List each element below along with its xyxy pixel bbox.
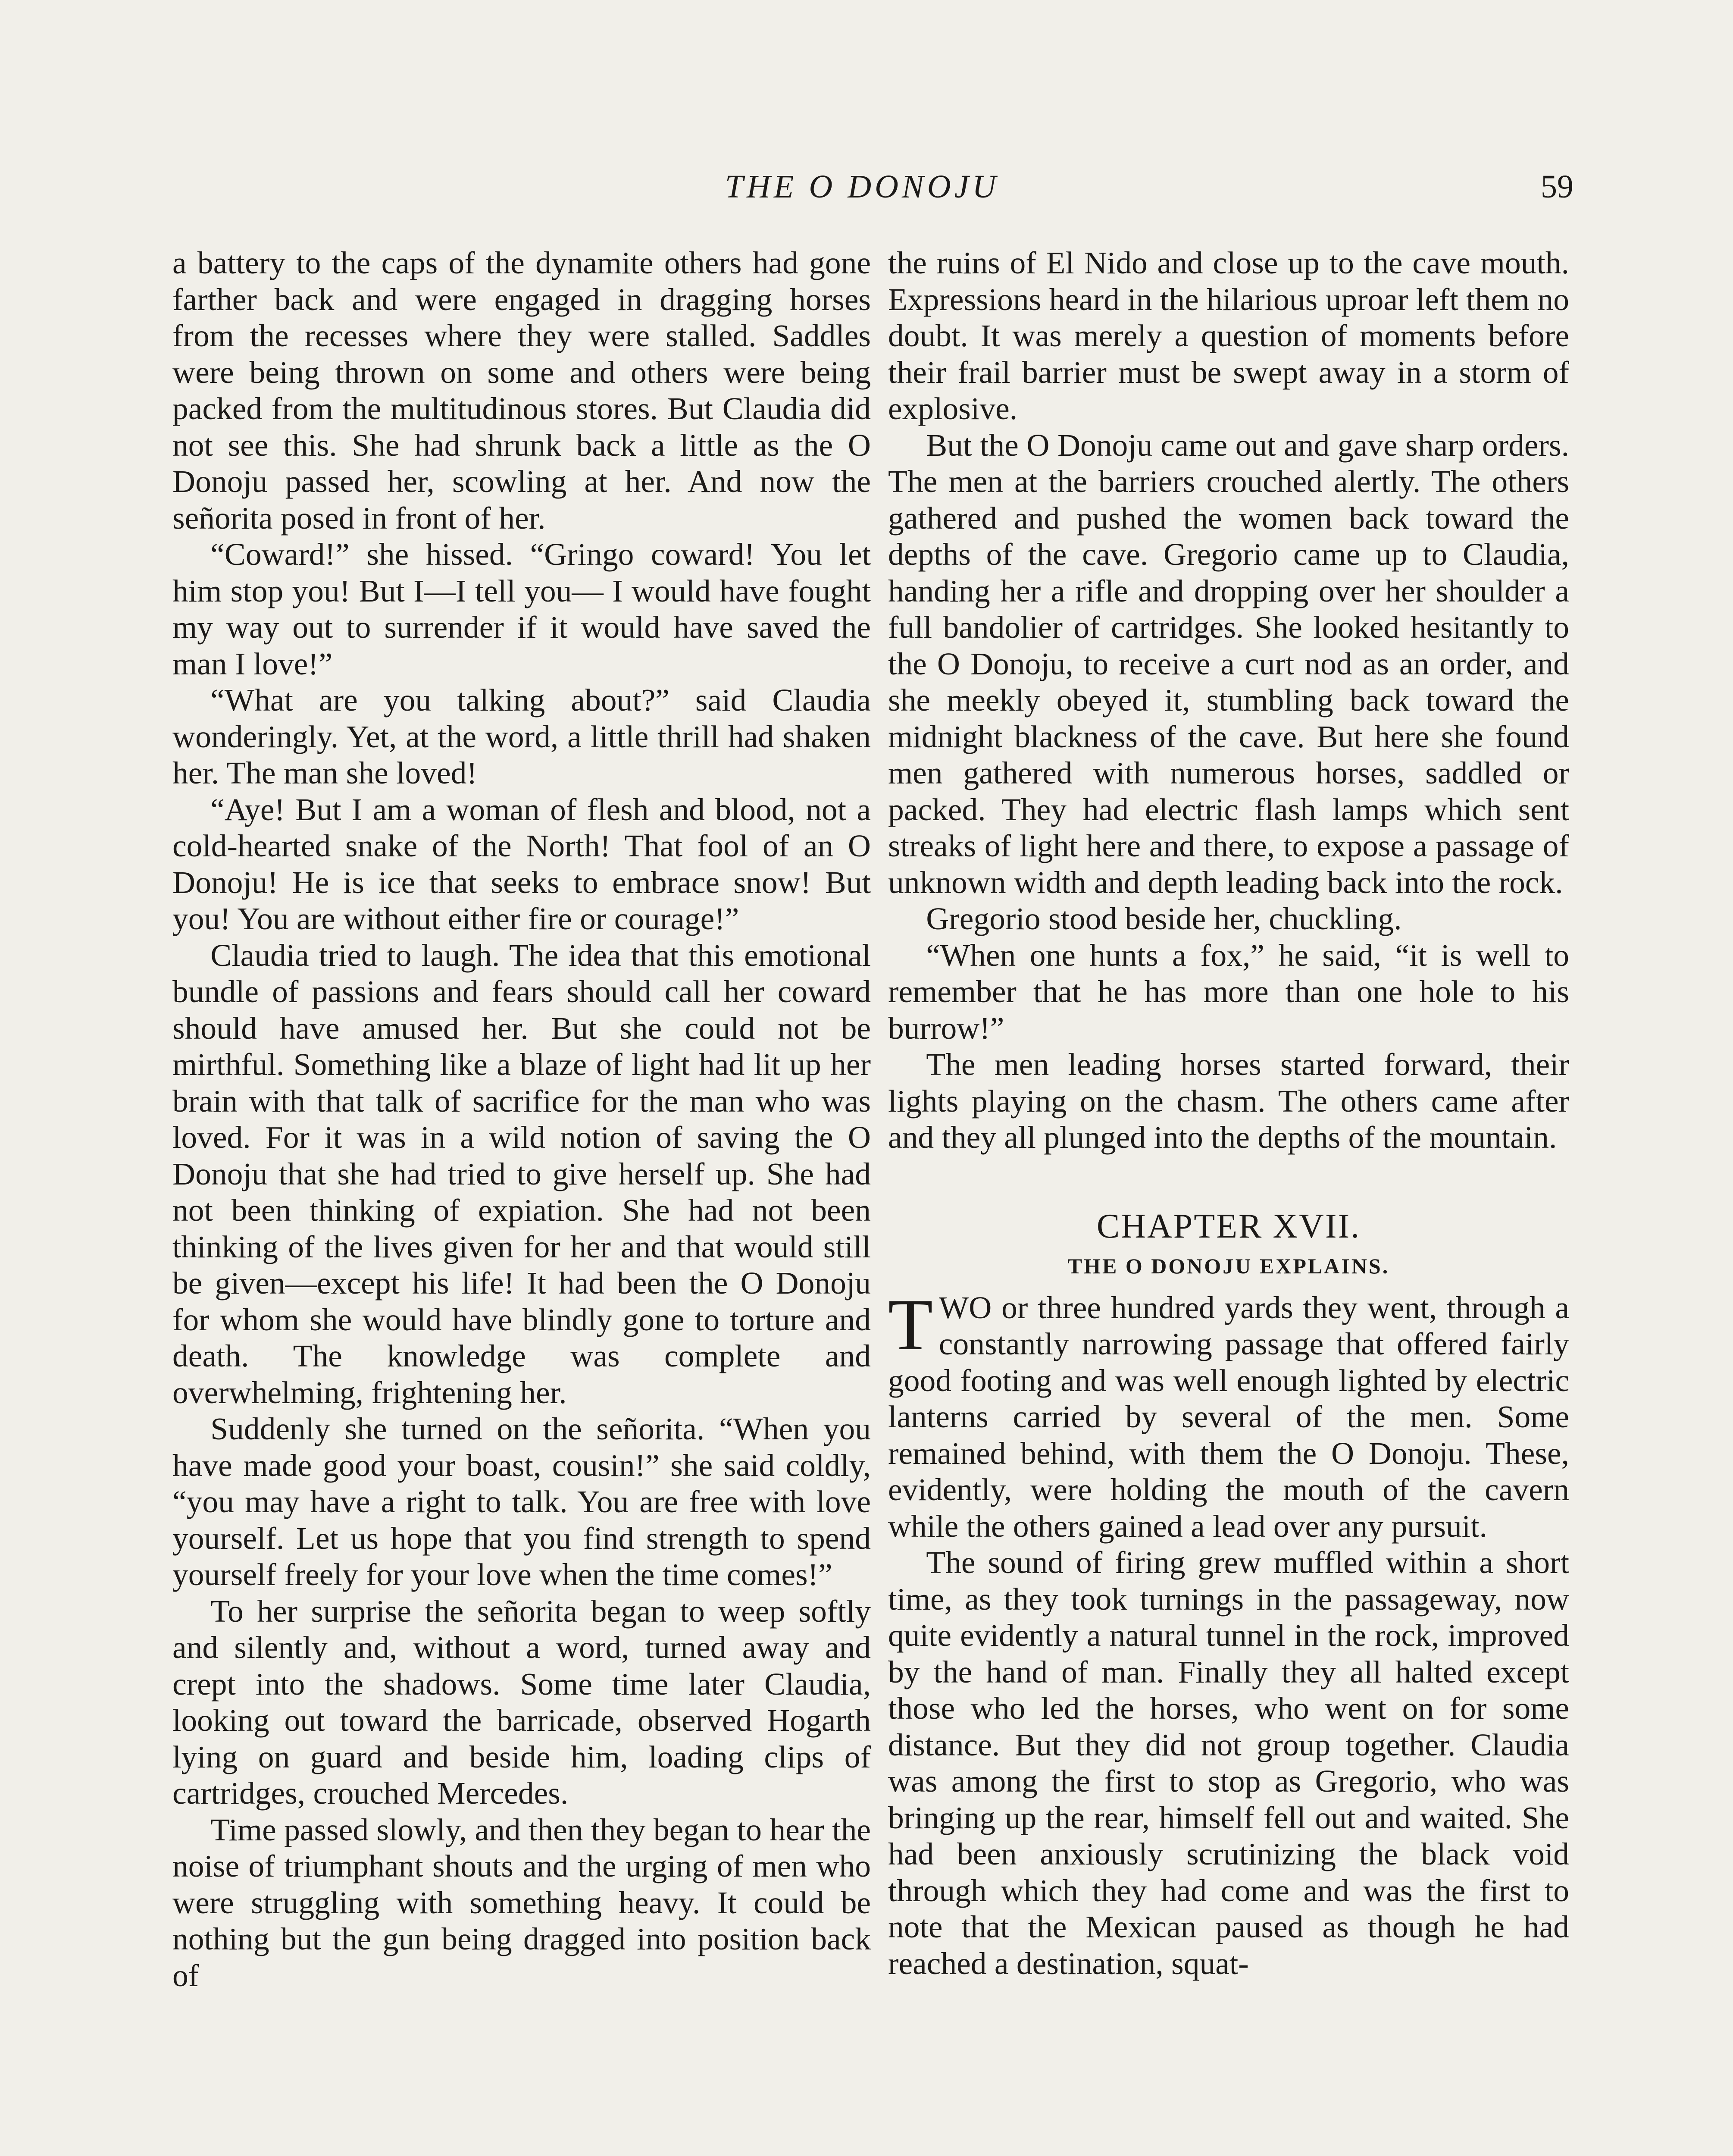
chapter-title: CHAPTER XVII. (1096, 1207, 1361, 1245)
paragraph: “Coward!” she hissed. “Gringo coward! You let him stop you! But I—I tell you— I would have fought my way out to surrender if it would have saved the man I love!” (172, 537, 871, 681)
paragraph: “When one hunts a fox,” he said, “it is well to remember that he has more than one hole to his burrow!” (888, 937, 1569, 1046)
chapter-first-paragraph (888, 1284, 1569, 1545)
page-number: 59 (1541, 169, 1573, 205)
drop-cap: T (888, 1284, 933, 1365)
paragraph: “Aye! But I am a woman of flesh and blood, not a cold-hearted snake of the North! That fool of an O Donoju! He is ice that seeks to embrace snow! But you! You are without either fire or courage!” (172, 792, 871, 936)
paragraph: The sound of firing grew muffled within a short time, as they took turnings in the passageway, now quite evidently a natural tunnel in the rock, improved by the hand of man. Finally they all halted except those who led the horses, who went on for some distance. But they did not group together. Claudia was among the first to stop as Gregorio, who was bringing up the rear, himself fell out and waited. She had been anxiously scrutinizing the black void through which they had come and was the first to note that the Mexican paused as though he had reached a destination, squat- (888, 1545, 1569, 1981)
running-head: THE O DONOJU (725, 169, 1000, 205)
paragraph: To her surprise the señorita began to weep softly and silently and, without a word, turned away and crept into the shadows. Some time later Claudia, looking out toward the barricade, observed Hogarth lying on guard and beside him, loading clips of cartridges, crouched Mercedes. (172, 1593, 871, 1811)
paragraph: But the O Donoju came out and gave sharp orders. The men at the barriers crouched alertly. The others gathered and pushed the women back toward the depths of the cave. Gregorio came up to Claudia, handing her a rifle and dropping over her shoulder a full bandolier of cartridges. She looked hesitantly to the O Donoju, to receive a curt nod as an order, and she meekly obeyed it, stumbling back toward the midnight blackness of the cave. But here she found men gathered with numerous horses, saddled or packed. They had electric flash lamps which sent streaks of light here and there, to expose a passage of unknown width and depth leading back into the rock. (888, 427, 1569, 900)
paragraph: The men leading horses started forward, their lights playing on the chasm. The others came after and they all plunged into the depths of the mountain. (888, 1047, 1569, 1155)
paragraph-text: WO or three hundred yards they went, through a constantly narrowing passage that offered fairly good footing and was well enough lighted by electric lanterns carried by several of the men. Some remained behind, with them the O Donoju. These, evidently, were holding the mouth of the cavern while the others gained a lead over any pursuit. (888, 1290, 1569, 1544)
left-column (172, 245, 871, 1994)
paragraph: the ruins of El Nido and close up to the cave mouth. Expressions heard in the hilarious uproar left them no doubt. It was merely a question of moments before their frail barrier must be swept away in a storm of explosive. (888, 245, 1569, 426)
paragraph: Time passed slowly, and then they began to hear the noise of triumphant shouts and the urging of men who were struggling with something heavy. It could be nothing but the gun being dragged into position back of (172, 1812, 871, 1993)
paragraph: Gregorio stood beside her, chuckling. (926, 901, 1402, 936)
paragraph: a battery to the caps of the dynamite others had gone farther back and were engaged in dragging horses from the recesses where they were stalled. Saddles were being thrown on some and others were being packed from the multitudinous stores. But Claudia did not see this. She had shrunk back a little as the O Donoju passed her, scowling at her. And now the señorita posed in front of her. (172, 245, 871, 536)
paragraph: Claudia tried to laugh. The idea that this emotional bundle of passions and fears should call her coward should have amused her. But she could not be mirthful. Something like a blaze of light had lit up her brain with that talk of sacrifice for the man who was loved. For it was in a wild notion of saving the O Donoju that she had tried to give herself up. She had not been thinking of expiation. She had not been thinking of the lives given for her and that would still be given—except his life! It had been the O Donoju for whom she would have blindly gone to torture and death. The knowledge was complete and overwhelming, frightening her. (172, 937, 871, 1410)
right-column (888, 245, 1569, 1982)
paragraph: Suddenly she turned on the señorita. “When you have made good your boast, cousin!” she said coldly, “you may have a right to talk. You are free with love yourself. Let us hope that you find strength to spend yourself freely for your love when the time comes!” (172, 1411, 871, 1592)
chapter-subtitle: THE O DONOJU EXPLAINS. (1067, 1253, 1390, 1278)
paragraph: “What are you talking about?” said Claudia wonderingly. Yet, at the word, a little thrill had shaken her. The man she loved! (172, 683, 871, 790)
